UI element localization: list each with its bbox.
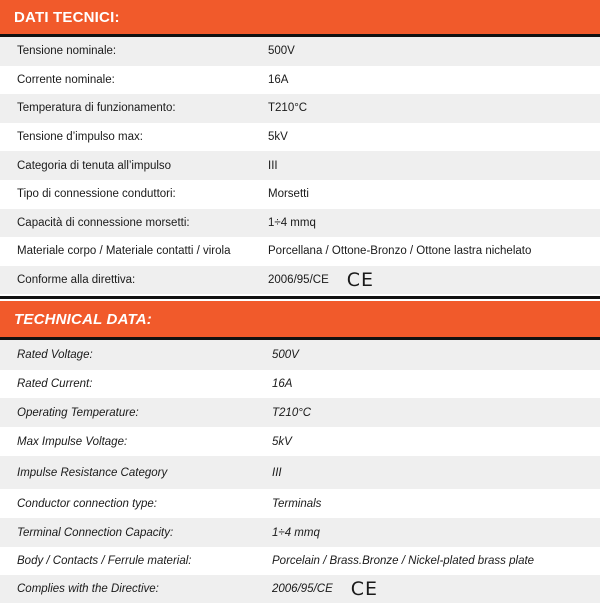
spec-row (0, 266, 600, 295)
spec-value (272, 407, 600, 419)
spec-row (0, 209, 600, 238)
spec-label: Terminal Connection Capacity: (17, 526, 174, 539)
spec-row (0, 37, 600, 66)
spec-value-text: Morsetti (268, 188, 309, 201)
spec-value (272, 527, 600, 539)
spec-value-text: Terminals (272, 497, 322, 510)
section-divider (0, 296, 600, 299)
spec-value-text: 5kV (272, 435, 292, 448)
spec-label: Max Impulse Voltage: (17, 435, 128, 448)
english-section-title: TECHNICAL DATA: (0, 301, 600, 340)
spec-value (272, 436, 600, 448)
spec-value (268, 268, 600, 291)
ce-mark-icon: CE (346, 268, 375, 291)
spec-label: Tensione nominale: (17, 45, 117, 58)
spec-value-text: III (268, 159, 278, 172)
spec-label: Conductor connection type: (17, 497, 158, 510)
spec-row (0, 66, 600, 95)
spec-value-text: 16A (272, 378, 293, 390)
spec-label: Corrente nominale: (17, 73, 115, 86)
spec-row (0, 489, 600, 518)
spec-value-text: Porcelain / Brass.Bronze / Nickel-plated brass plate (272, 555, 535, 567)
spec-value (272, 467, 600, 479)
spec-row (0, 575, 600, 603)
spec-label: Complies with the Directive: (17, 583, 159, 595)
spec-value-text: 2006/95/CE (268, 274, 329, 287)
italian-spec-table (0, 37, 600, 294)
spec-value (272, 577, 600, 600)
spec-value (268, 74, 600, 86)
spec-row (0, 456, 600, 489)
spec-row (0, 151, 600, 180)
italian-spec-section (0, 0, 600, 294)
spec-value (272, 349, 600, 361)
spec-value (268, 188, 600, 200)
spec-value-text: 500V (272, 349, 299, 361)
spec-row (0, 123, 600, 152)
spec-row (0, 340, 600, 370)
spec-value (268, 45, 600, 57)
spec-row (0, 398, 600, 427)
spec-value-text: 2006/95/CE (272, 583, 333, 595)
spec-value (268, 131, 600, 143)
spec-value (272, 378, 600, 390)
spec-label: Temperatura di funzionamento: (17, 102, 176, 115)
spec-row (0, 237, 600, 266)
spec-value-text: Porcellana / Ottone-Bronzo / Ottone lastra nichelato (268, 245, 532, 258)
spec-label: Body / Contacts / Ferrule material: (17, 555, 192, 567)
spec-value-text: 1÷4 mmq (268, 216, 316, 229)
spec-label: Materiale corpo / Materiale contatti / virola (17, 245, 231, 258)
english-spec-section (0, 301, 600, 603)
spec-label: Rated Voltage: (17, 349, 93, 361)
english-spec-table (0, 340, 600, 603)
spec-value (272, 498, 600, 510)
spec-label: Categoria di tenuta all’impulso (17, 159, 172, 172)
spec-label: Capacità di connessione morsetti: (17, 216, 190, 229)
spec-row (0, 427, 600, 456)
spec-value-text: 5kV (268, 131, 288, 144)
spec-value-text: T210°C (272, 406, 312, 419)
spec-value (268, 217, 600, 229)
spec-row (0, 547, 600, 575)
spec-value (268, 160, 600, 172)
ce-mark-icon: CE (350, 577, 379, 600)
italian-section-title: DATI TECNICI: (0, 0, 600, 37)
spec-value-text: 500V (268, 45, 295, 58)
spec-value-text: III (272, 466, 282, 479)
spec-value (268, 102, 600, 114)
spec-label: Impulse Resistance Category (17, 466, 168, 479)
spec-value (268, 245, 600, 257)
spec-row (0, 180, 600, 209)
spec-label: Rated Current: (17, 378, 93, 390)
spec-value (272, 555, 600, 567)
spec-value-text: 16A (268, 73, 289, 86)
spec-row (0, 370, 600, 398)
spec-value-text: 1÷4 mmq (272, 526, 320, 539)
spec-label: Tipo di connessione conduttori: (17, 188, 176, 201)
spec-row (0, 518, 600, 547)
spec-value-text: T210°C (268, 102, 308, 115)
spec-row (0, 94, 600, 123)
spec-label: Conforme alla direttiva: (17, 274, 136, 287)
spec-label: Operating Temperature: (17, 406, 139, 419)
spec-label: Tensione d’impulso max: (17, 131, 143, 144)
